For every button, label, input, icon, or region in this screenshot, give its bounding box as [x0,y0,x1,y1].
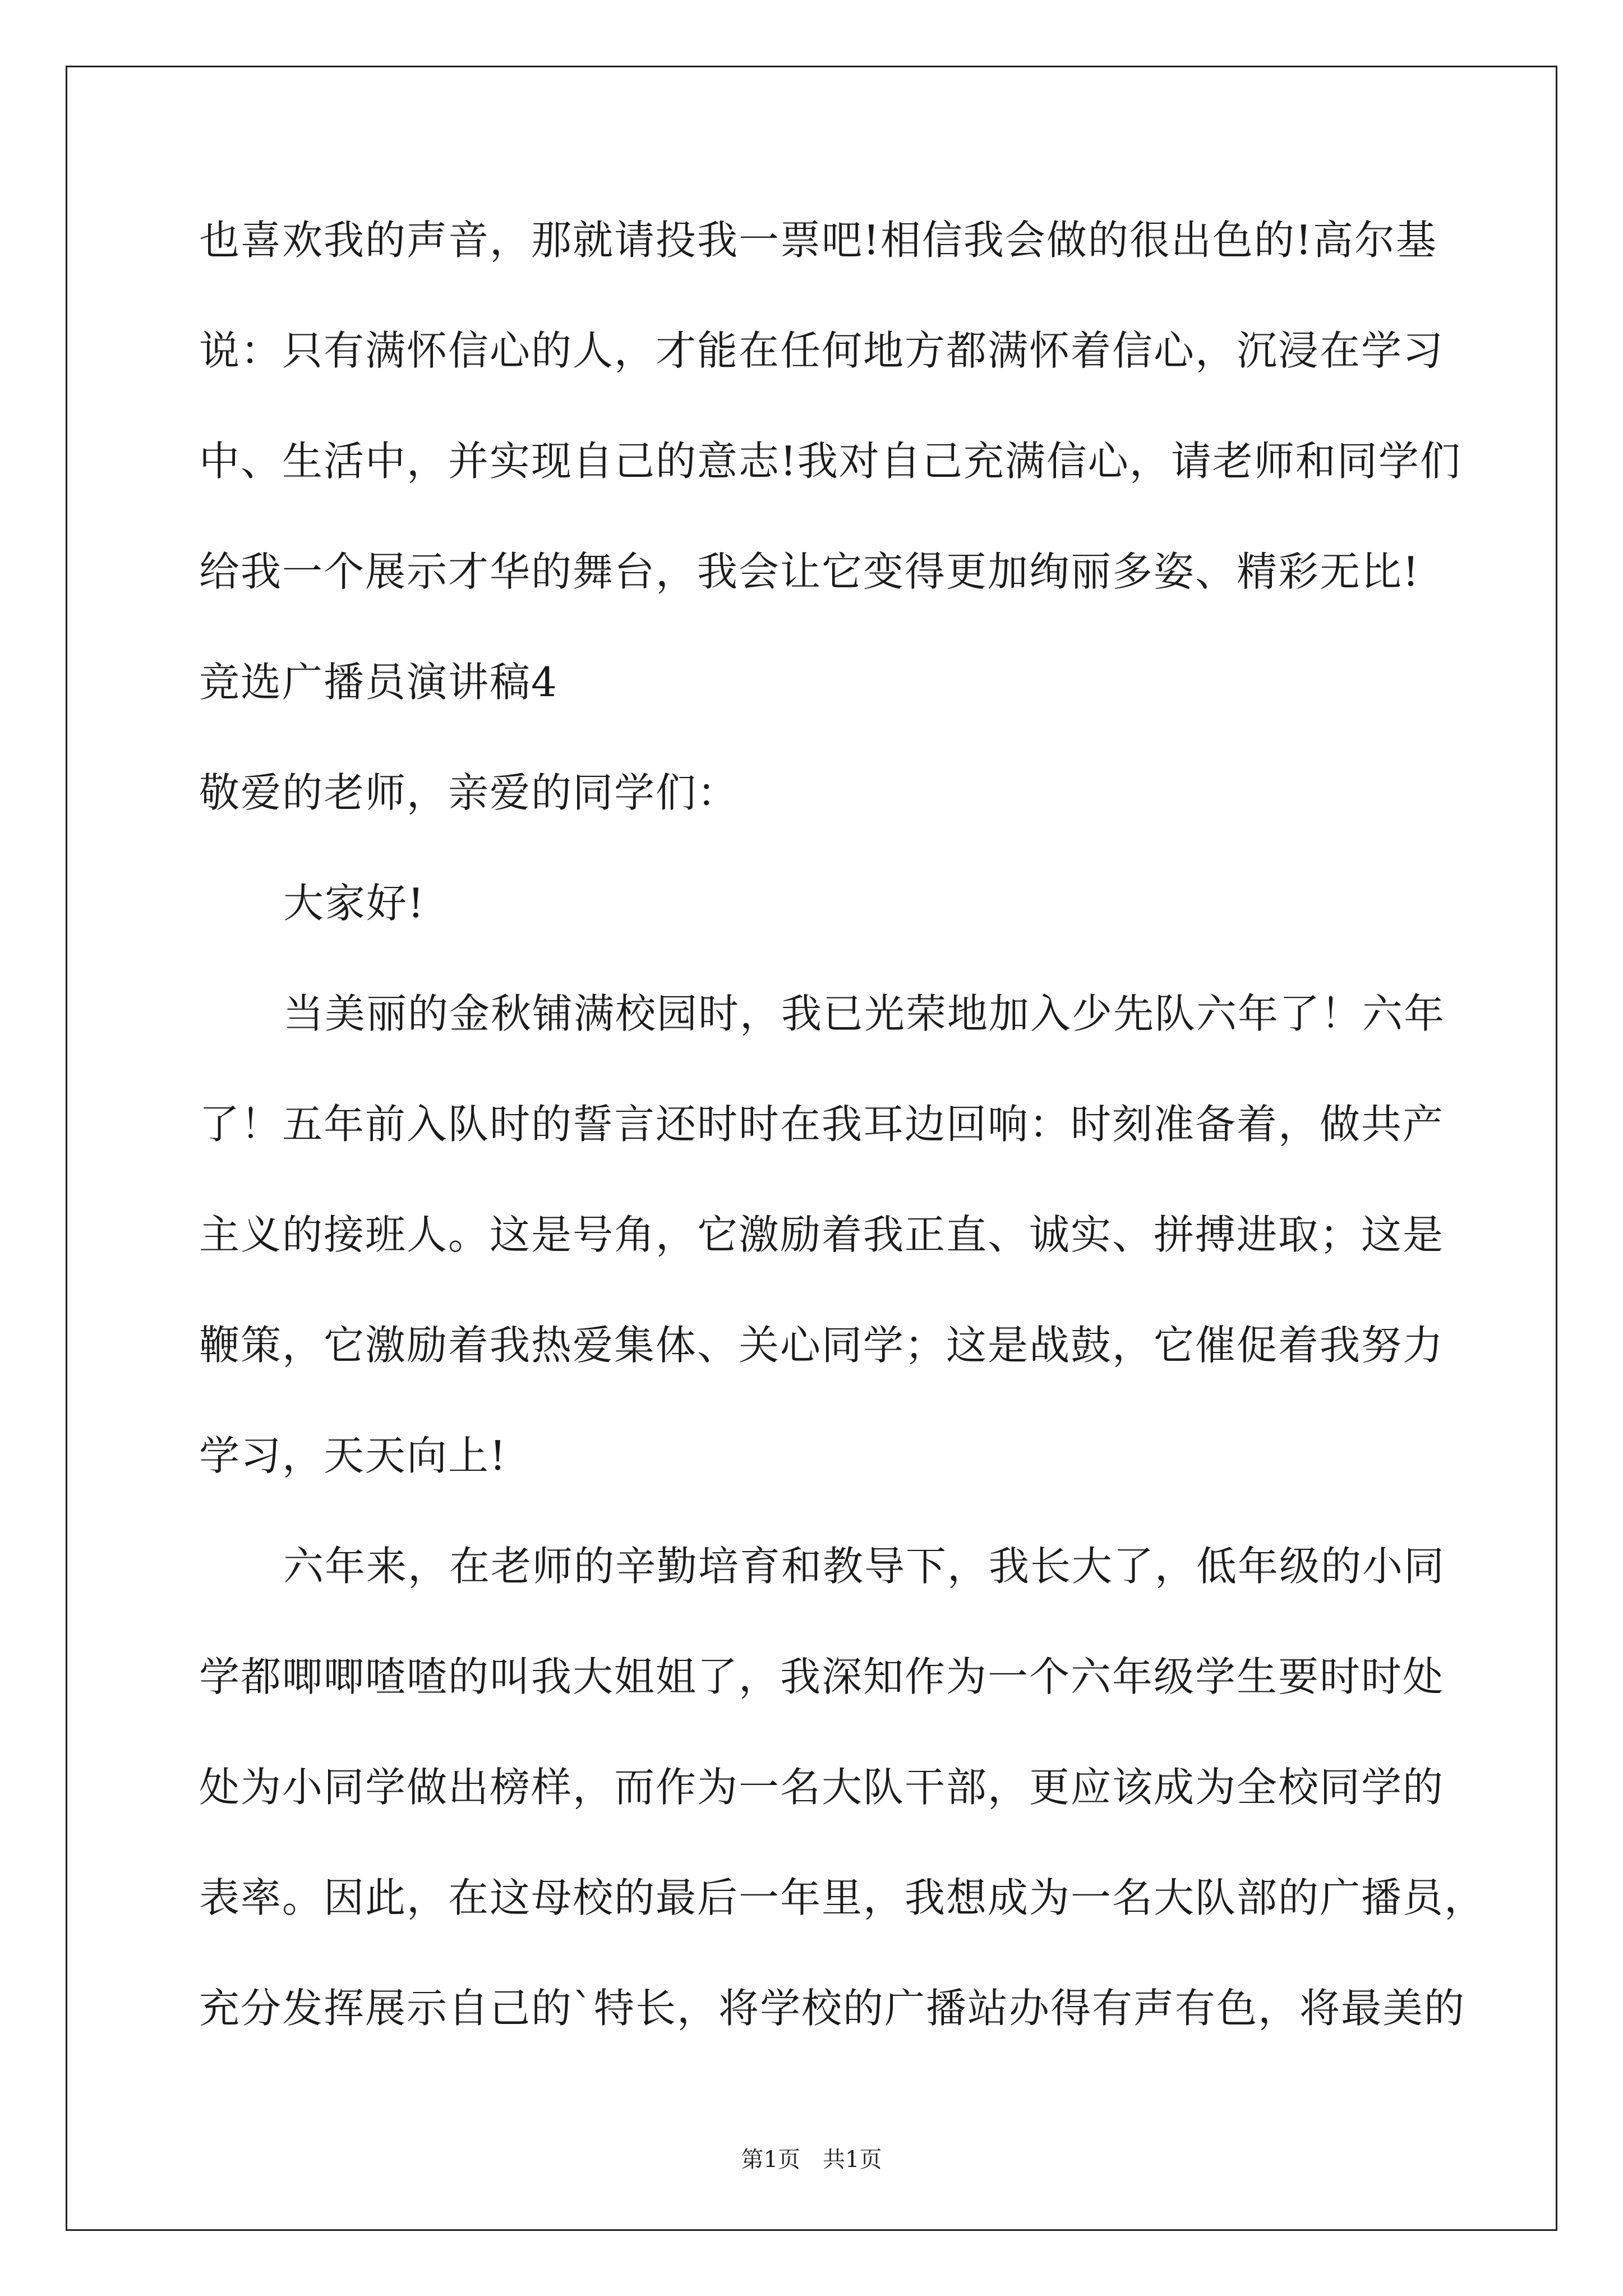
paragraph-1-line-2: 了！五年前入队时的誓言还时时在我耳边回响：时刻准备着，做共产 [199,1101,1445,1148]
text-line-1: 也喜欢我的声音，那就请投我一票吧!相信我会做的很出色的!高尔基 [199,217,1437,264]
page-footer: 第1页 共1页 [741,2147,882,2173]
paragraph-1-line-4: 鞭策，它激励着我热爱集体、关心同学；这是战鼓，它催促着我努力 [199,1322,1445,1369]
paragraph-2-line-5: 充分发挥展示自己的`特长，将学校的广播站办得有声有色，将最美的 [199,1985,1466,2032]
paragraph-2-line-3: 处为小同学做出榜样，而作为一名大队干部，更应该成为全校同学的 [199,1764,1445,1811]
paragraph-2-line-2: 学都唧唧喳喳的叫我大姐姐了，我深知作为一个六年级学生要时时处 [199,1653,1445,1700]
salutation: 敬爱的老师，亲爱的同学们： [199,769,739,816]
section-heading: 竞选广播员演讲稿4 [199,659,558,706]
paragraph-1-line-1: 当美丽的金秋铺满校园时，我已光荣地加入少先队六年了！六年 [283,990,1446,1037]
text-line-2: 说：只有满怀信心的人，才能在任何地方都满怀着信心，沉浸在学习 [199,327,1445,374]
paragraph-2-line-4: 表率。因此，在这母校的最后一年里，我想成为一名大队部的广播员， [199,1874,1486,1921]
text-line-4: 给我一个展示才华的舞台，我会让它变得更加绚丽多姿、精彩无比! [199,548,1420,595]
paragraph-1-line-5: 学习，天天向上! [199,1432,507,1479]
paragraph-1-line-3: 主义的接班人。这是号角，它激励着我正直、诚实、拼搏进取；这是 [199,1211,1445,1258]
document-body [199,185,1486,2064]
paragraph-2-line-1: 六年来，在老师的辛勤培育和教导下，我长大了，低年级的小同 [283,1543,1446,1590]
greeting: 大家好! [283,880,425,927]
text-line-3: 中、生活中，并实现自己的意志!我对自己充满信心，请老师和同学们 [199,438,1461,485]
